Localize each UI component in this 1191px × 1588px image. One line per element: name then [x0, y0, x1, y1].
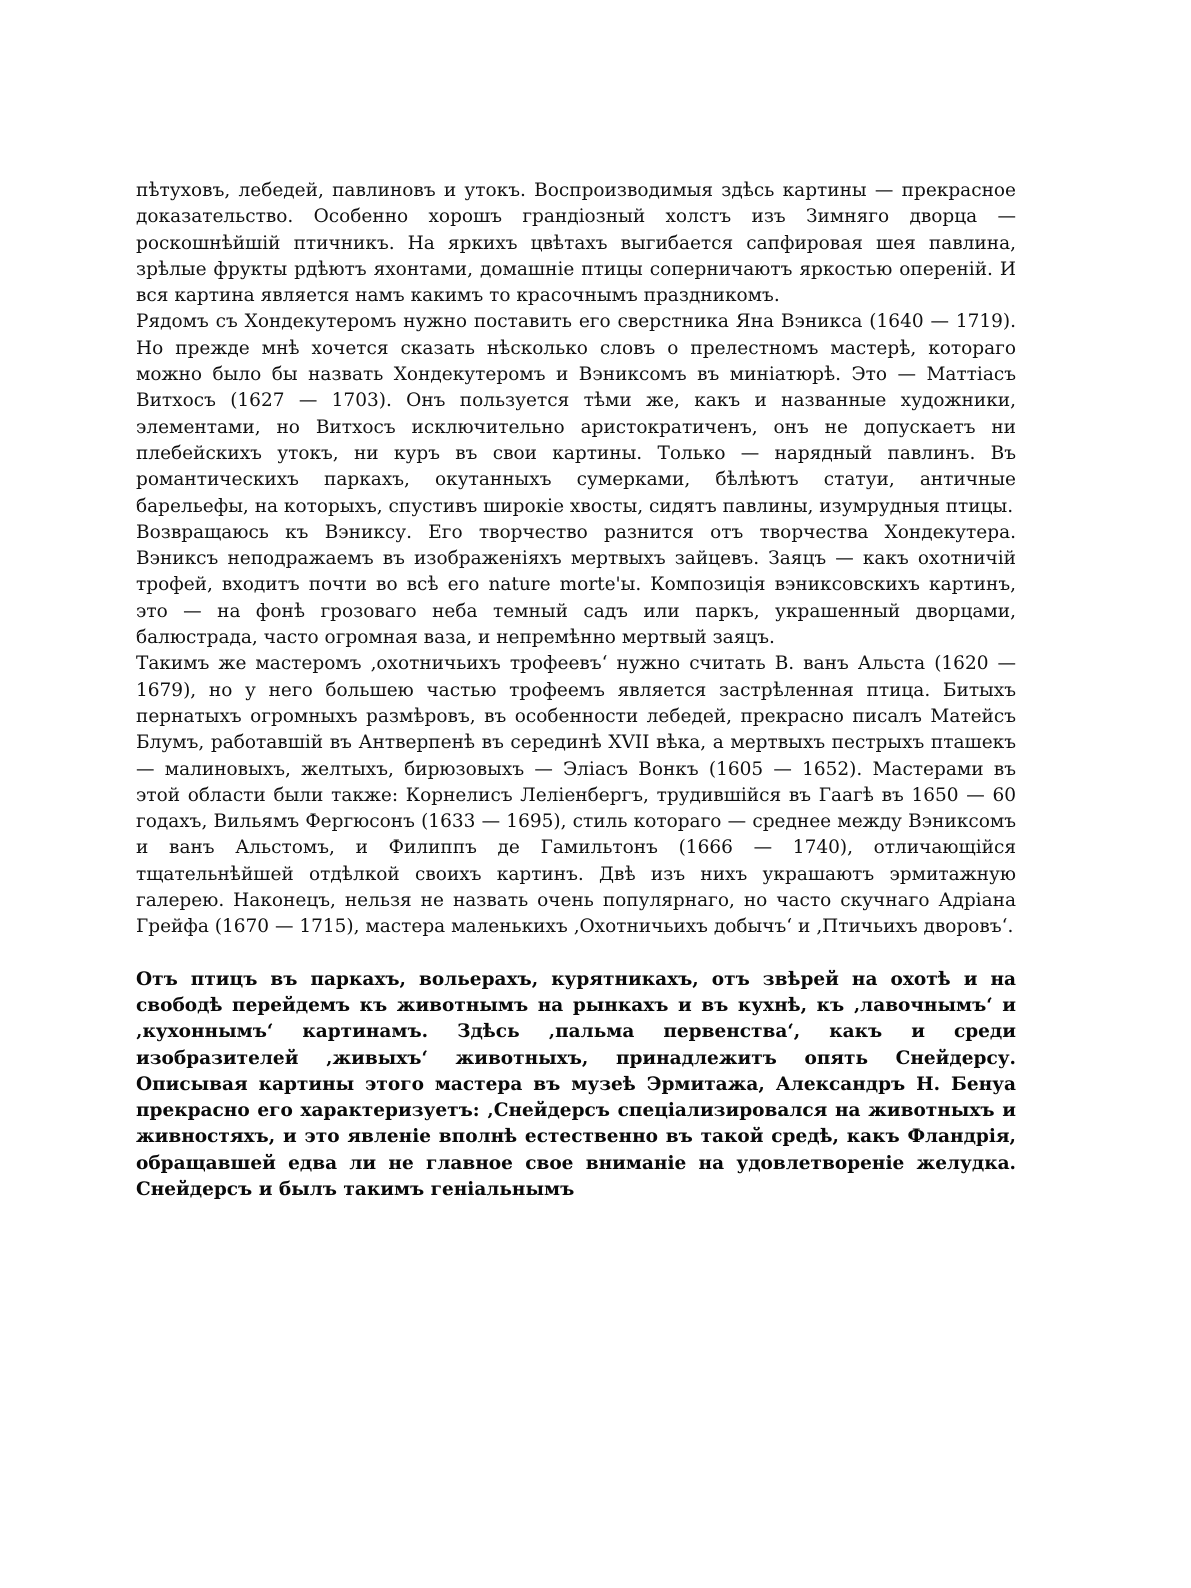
- paragraph-5: Отъ птицъ въ паркахъ, вольерахъ, курятникахъ, отъ звѣрей на охотѣ и на свободѣ перейдемъ къ животнымъ на рынкахъ и въ кухнѣ, къ ‚лавочнымъ‘ и ‚кухоннымъ‘ картинамъ. Здѣсь ‚пальма первенства‘, какъ и среди изобразителей ‚живыхъ‘ животныхъ, принадлежитъ опять Снейдерсу. Описывая картины этого мастера въ музеѣ Эрмитажа, Александръ Н. Бенуа прекрасно его характеризуетъ: ‚Снейдерсъ спеціализировался на животныхъ и живностяхъ, и это явленіе вполнѣ естественно въ такой средѣ, какъ Фландрія, обращавшей едва ли не главное свое вниманіе на удовлетвореніе желудка. Снейдерсъ и былъ такимъ геніальнымъ: [136, 968, 1016, 1200]
- page-text: [136, 178, 1016, 1203]
- paragraph-3: Возвращаюсь къ Вэниксу. Его творчество разнится отъ творчества Хондекутера. Вэниксъ неподражаемъ въ изображеніяхъ мертвыхъ зайцевъ. Заяцъ — какъ охотничiй трофей, входитъ почти во всѣ его nature morte'ы. Композиція вэниксовскихъ картинъ, это — на фонѣ грозоваго неба темный садъ или паркъ, украшенный дворцами, балюстрада, часто огромная ваза, и непремѣнно мертвый заяцъ.: [136, 521, 1016, 649]
- paragraph-4: Такимъ же мастеромъ ‚охотничьихъ трофеевъ‘ нужно считать В. ванъ Альста (1620 — 1679), но у него большею частью трофеемъ является застрѣленная птица. Битыхъ пернатыхъ огромныхъ размѣровъ, въ особенности лебедей, прекрасно писалъ Матейсъ Блумъ, работавшiй въ Антверпенѣ въ серединѣ XVII вѣка, а мертвыхъ пестрыхъ пташекъ — малиновыхъ, желтыхъ, бирюзовыхъ — Эліасъ Вонкъ (1605 — 1652). Мастерами въ этой области были также: Корнелисъ Леліенбергъ, трудившійся въ Гаагѣ въ 1650 — 60 годахъ, Вильямъ Фергюсонъ (1633 — 1695), стиль котораго — среднее между Вэниксомъ и ванъ Альстомъ, и Филиппъ де Гамильтонъ (1666 — 1740), отличающійся тщательнѣйшей отдѣлкой своихъ картинъ. Двѣ изъ нихъ украшаютъ эрмитажную галерею. Наконецъ, нельзя не назвать очень популярнаго, но часто скучнаго Адріана Грейфа (1670 — 1715), мастера маленькихъ ‚Охотничьихъ добычъ‘ и ‚Птичьихъ дворовъ‘.: [136, 653, 1016, 938]
- paragraph-1: пѣтуховъ, лебедей, павлиновъ и утокъ. Воспроизводимыя здѣсь картины — прекрасное доказательство. Особенно хорошъ грандіозный холстъ изъ Зимняго дворца — роскошнѣйшій птичникъ. На яркихъ цвѣтахъ выгибается сапфировая шея павлина, зрѣлые фрукты рдѣютъ яхонтами, домашніе птицы соперничаютъ яркостью оперенiй. И вся картина является намъ какимъ то красочнымъ праздникомъ.: [136, 180, 1016, 307]
- section-gap: [136, 941, 1016, 967]
- paragraph-2: Рядомъ съ Хондекутеромъ нужно поставить его сверстника Яна Вэникса (1640 — 1719). Но прежде мнѣ хочется сказать нѣсколько словъ о прелестномъ мастерѣ, котораго можно было бы назвать Хондекутеромъ и Вэниксомъ въ миніатюрѣ. Это — Маттiасъ Витхосъ (1627 — 1703). Онъ пользуется тѣми же, какъ и названные художники, элементами, но Витхосъ исключительно аристократиченъ, онъ не допускаетъ ни плебейскихъ утокъ, ни куръ въ свои картины. Только — нарядный павлинъ. Въ романтическихъ паркахъ, окутанныхъ сумерками, бѣлѣютъ статуи, античные барельефы, на которыхъ, спустивъ широкіе хвосты, сидятъ павлины, изумрудныя птицы.: [136, 311, 1016, 517]
